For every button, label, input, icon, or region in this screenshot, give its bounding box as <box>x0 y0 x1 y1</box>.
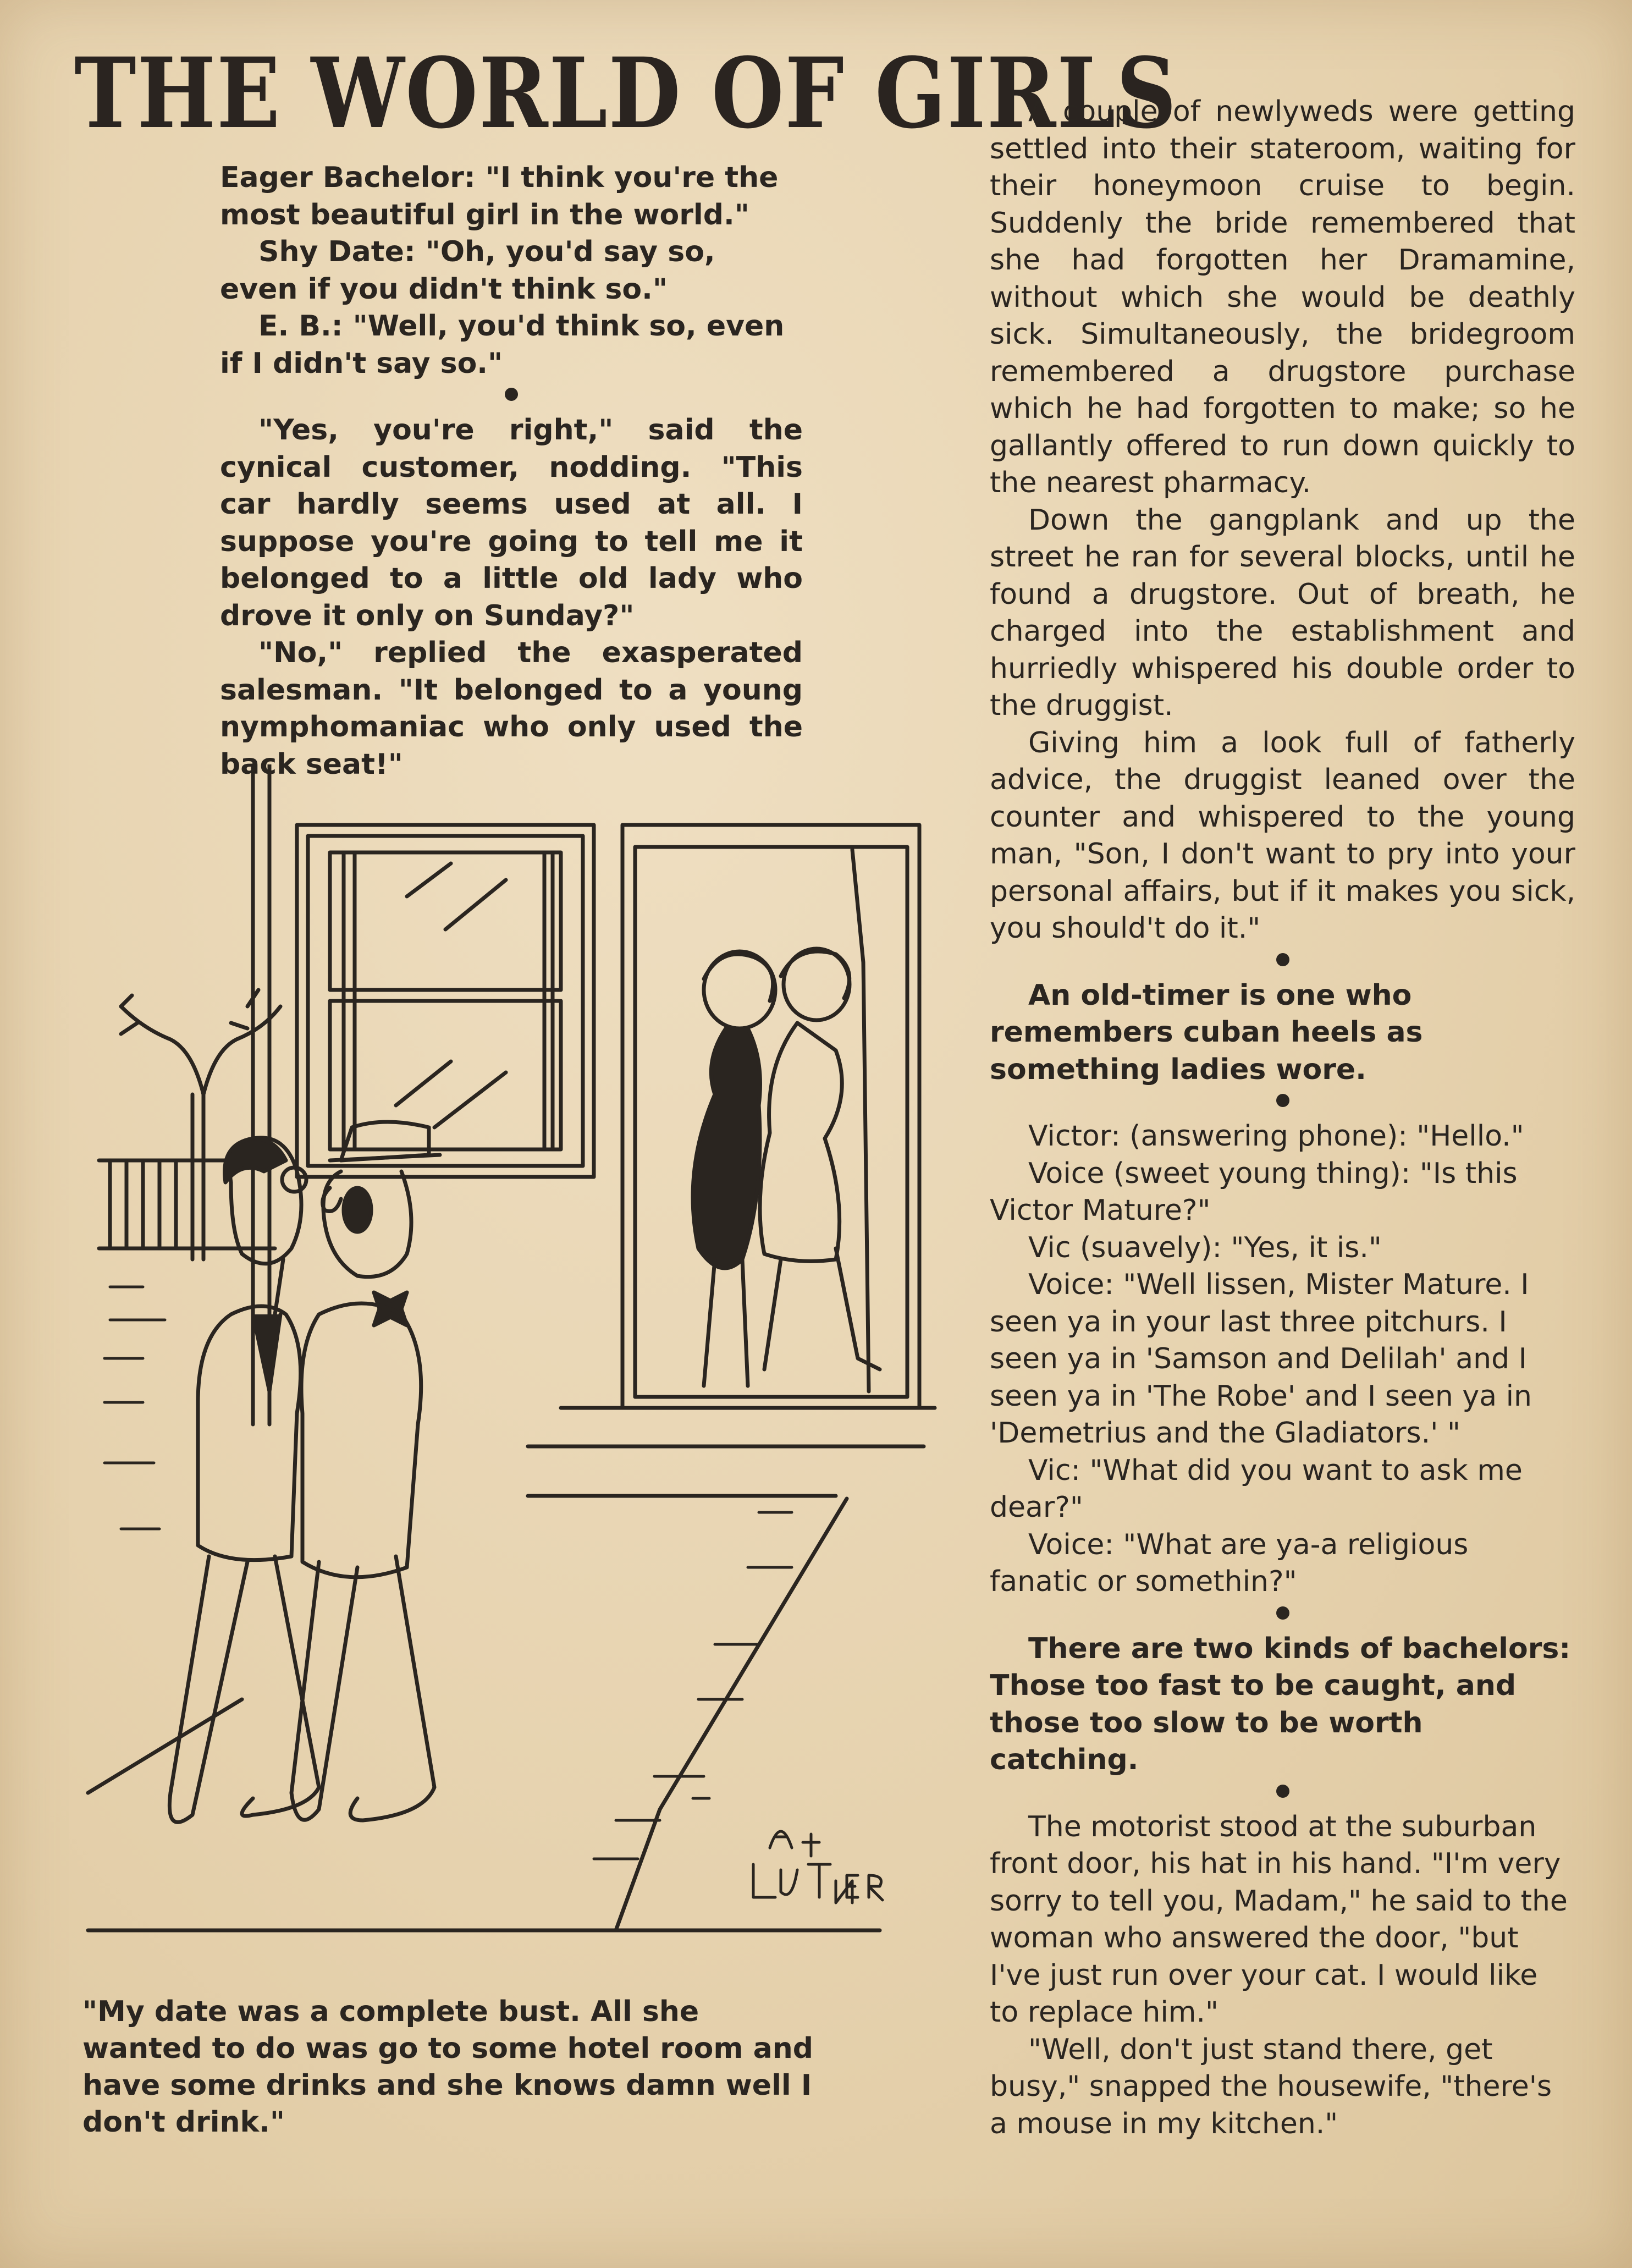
girls-in-doorway <box>693 949 880 1386</box>
joke-victor-line4: Voice: "Well lissen, Mister Mature. I seen ya in your last three pitchurs. I seen ya in 'Samson and Delilah' and I seen ya in 'The Robe' and I seen ya in 'Demetrius and the Gladiators.' " <box>990 1268 1532 1450</box>
joke-motorist-para2: "Well, don't just stand there, get busy," snapped the housewife, "there's a mouse in my kitchen." <box>990 2033 1552 2140</box>
separator-bullet <box>505 388 518 401</box>
cartoon-illustration <box>66 764 946 1974</box>
separator-bullet <box>1276 1094 1289 1107</box>
joke-old-timer: An old-timer is one who remembers cuban heels as something ladies wore. <box>990 978 1423 1086</box>
left-column-jokes <box>220 159 803 783</box>
joke-newlyweds-para2: Down the gangplank and up the street he ran for several blocks, until he found a drugstore. Out of breath, he charged into the establishment and hurriedly whispered his double order to the druggist. <box>990 503 1575 722</box>
separator-bullet <box>1276 1606 1289 1620</box>
separator-bullet <box>1276 953 1289 966</box>
curb-line <box>88 1699 242 1793</box>
fence <box>99 1160 275 1248</box>
joke-victor-line2: Voice (sweet young thing): "Is this Victor Mature?" <box>990 1157 1518 1227</box>
joke-victor-line3: Vic (suavely): "Yes, it is." <box>1028 1231 1382 1264</box>
joke-victor-line6: Voice: "What are ya-a religious fanatic or somethin?" <box>990 1528 1469 1598</box>
joke-motorist-para1: The motorist stood at the suburban front door, his hat in his hand. "I'm very sorry to tell you, Madam," he said to the woman who answered the door, "but I've just run over your cat. I would like to replace him." <box>990 1810 1568 2029</box>
joke-bachelor-line3: E. B.: "Well, you'd think so, even if I didn't say so." <box>220 310 785 380</box>
artist-signature-art <box>753 1831 883 1903</box>
cartoon-caption: "My date was a complete bust. All she wanted to do was go to some hotel room and have some drinks and she knows damn well I don't drink." <box>82 1995 813 2139</box>
joke-car-para1: "Yes, you're right," said the cynical customer, nodding. "This car hardly seems used at all. I suppose you're going to tell me it belonged to a little old lady who drove it only on Sunday?" <box>220 414 803 632</box>
right-column-jokes <box>990 93 1575 2143</box>
joke-two-bachelors: There are two kinds of bachelors: Those too fast to be caught, and those too slow to be worth catching. <box>990 1632 1571 1776</box>
joke-bachelor-line1: Eager Bachelor: "I think you're the most beautiful girl in the world." <box>220 161 779 232</box>
joke-victor-line5: Vic: "What did you want to ask me dear?" <box>990 1454 1523 1524</box>
separator-bullet <box>1276 1785 1289 1798</box>
joke-victor-line1: Victor: (answering phone): "Hello." <box>1028 1120 1524 1153</box>
man-right <box>291 1122 440 1820</box>
page-title: THE WORLD OF GIRLS <box>74 36 1178 150</box>
joke-bachelor-line2: Shy Date: "Oh, you'd say so, even if you didn't think so." <box>220 235 715 306</box>
joke-newlyweds-para3: Giving him a look full of fatherly advice, the druggist leaned over the counter and whispered to the young man, "Son, I don't want to pry into your personal affairs, but if it makes you sick, you should't do it." <box>990 726 1575 945</box>
window <box>297 825 594 1177</box>
joke-newlyweds-para1: A couple of newlyweds were getting settled into their stateroom, waiting for their honeymoon cruise to begin. Suddenly the bride remembered that she had forgotten her Dramamine, without which she would be deathly sick. Simultaneously, the bridegroom remembered a drugstore purchase which he had forgotten to make; so he gallantly offered to run down quickly to the nearest pharmacy. <box>990 95 1575 499</box>
joke-car-para2: "No," replied the exasperated salesman. "It belonged to a young nymphomaniac who only used the back seat!" <box>220 636 803 781</box>
